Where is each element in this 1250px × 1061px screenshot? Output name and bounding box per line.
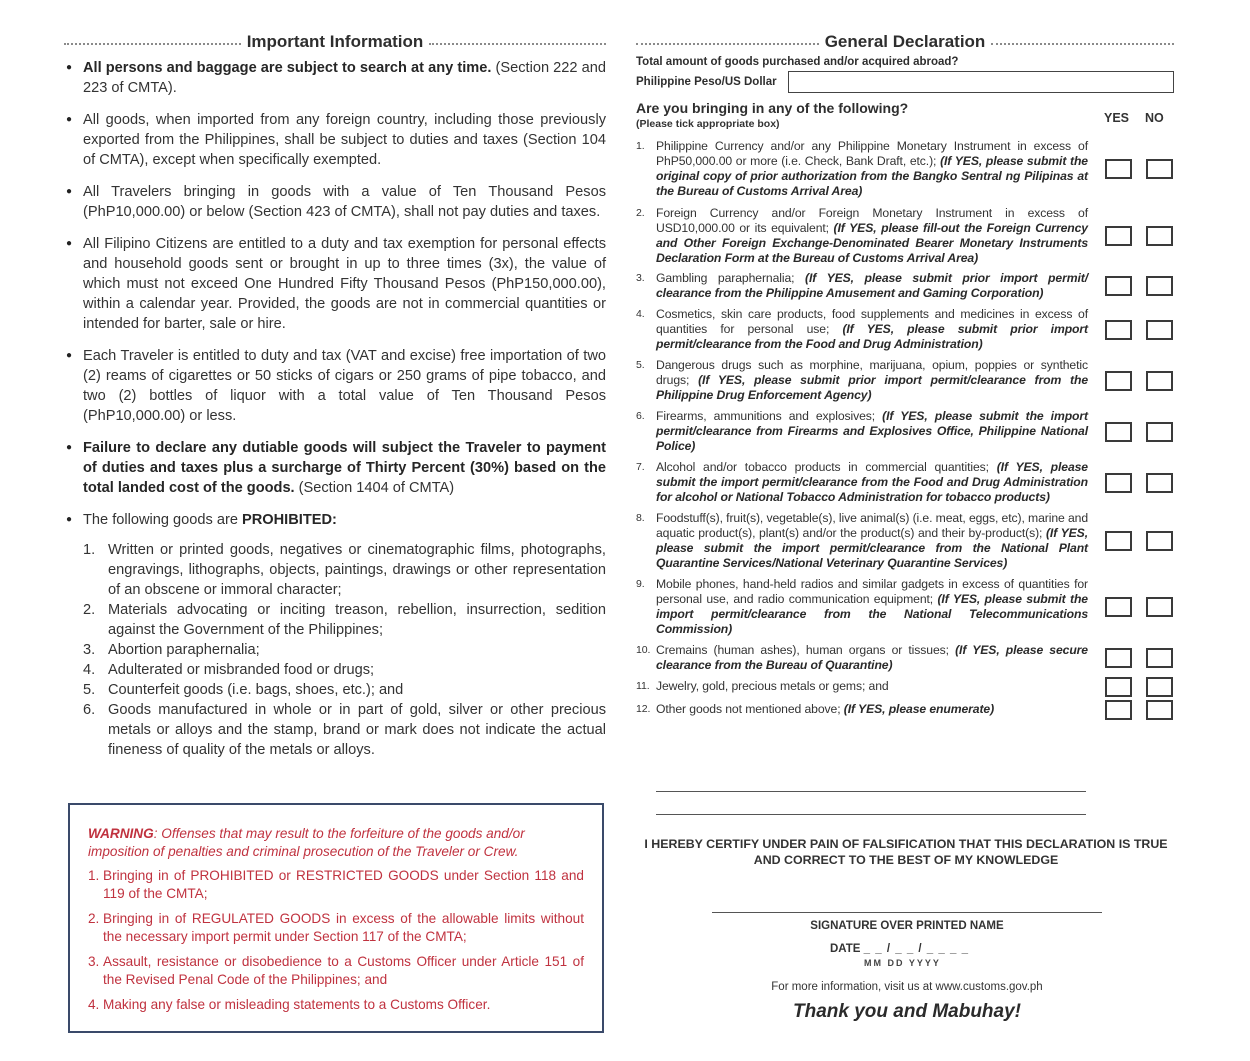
date-label: DATE — [830, 943, 861, 955]
declaration-item: 9. Mobile phones, hand-held radios and similar gadgets in excess of quantities for personal use, and radio communication equipment; (If YES, please submit the import permit/clearance from the National Telecommunications Commission) — [636, 577, 1174, 637]
declaration-item: 4. Cosmetics, skin care products, food supplements and medicines in excess of quantities for personal use; (If YES, please submit prior import permit/clearance from the Food and Drug Administration) — [636, 307, 1174, 352]
enumerate-line-1[interactable] — [656, 791, 1086, 792]
prohibited-goods-list — [64, 540, 606, 760]
prohibited-item: 1. Written or printed goods, negatives or cinematographic films, photographs, engravings, lithographs, objects, paintings, drawings or other representation of an obscene or immoral character; — [83, 542, 606, 598]
warning-item: 2. Bringing in of REGULATED GOODS in excess of the allowable limits without the necessary import permit under Section 117 of the CMTA; — [88, 911, 584, 944]
no-checkbox[interactable] — [1146, 371, 1173, 391]
signature-line[interactable] — [712, 912, 1102, 913]
signature-label: SIGNATURE OVER PRINTED NAME — [810, 920, 1004, 932]
info-bullet: ● Each Traveler is entitled to duty and tax (VAT and excise) free importation of two (2) reams of cigarettes or 50 sticks of cigars or 250 grams of pipe tobacco, and two (2) bottles of liquor with a total value of Ten Thousand Pesos (PhP10,000.00) or less. — [64, 346, 606, 426]
general-declaration-section — [636, 30, 1174, 723]
date-blank[interactable]: _ _ / _ _ / _ _ _ _ — [863, 943, 969, 955]
date-format-hint: MM DD YYYY — [864, 958, 941, 968]
prohibited-item: 6. Goods manufactured in whole or in part of gold, silver or other precious metals or alloys and the stamp, brand or mark does not indicate the actual fineness of quality of the metals or alloys. — [83, 702, 606, 758]
declaration-item: 5. Dangerous drugs such as morphine, marijuana, opium, poppies or synthetic drugs; (If YES, please submit prior import permit/clearance from the Philippine Drug Enforcement Agency) — [636, 358, 1174, 403]
declaration-item: 3. Gambling paraphernalia; (If YES, please submit prior import permit/ clearance from the Philippine Amusement and Gaming Corporation) — [636, 271, 1174, 301]
dotted-divider — [64, 43, 241, 45]
warning-item: 3. Assault, resistance or disobedience to a Customs Officer under Article 151 of the Revised Penal Code of the Philippines; and — [88, 954, 584, 987]
yes-checkbox[interactable] — [1105, 159, 1132, 179]
amount-row — [636, 70, 1174, 94]
no-checkbox[interactable] — [1146, 159, 1173, 179]
prohibited-item: 2. Materials advocating or inciting treason, rebellion, insurrection, sedition against the Government of the Philippines; — [83, 602, 606, 638]
declaration-items — [636, 139, 1174, 717]
amount-question: Total amount of goods purchased and/or acquired abroad? — [636, 56, 959, 68]
dotted-divider — [429, 43, 606, 45]
warning-item: 4. Making any false or misleading statements to a Customs Officer. — [88, 997, 491, 1012]
yes-checkbox[interactable] — [1105, 677, 1132, 697]
no-checkbox[interactable] — [1146, 226, 1173, 246]
info-bullet: ● Failure to declare any dutiable goods will subject the Traveler to payment of duties and taxes plus a surcharge of Thirty Percent (30%) based on the total landed cost of the goods. (Section 1404 of CMTA) — [64, 438, 606, 498]
info-bullet: ● All persons and baggage are subject to search at any time. (Section 222 and 223 of CMTA). — [64, 58, 606, 98]
no-checkbox[interactable] — [1146, 422, 1173, 442]
no-checkbox[interactable] — [1146, 677, 1173, 697]
prohibited-item: 5. Counterfeit goods (i.e. bags, shoes, etc.); and — [83, 682, 404, 698]
declaration-item: 11. Jewelry, gold, precious metals or gems; and — [636, 679, 1174, 694]
declaration-item: 2. Foreign Currency and/or Foreign Monetary Instrument in excess of USD10,000.00 or its equivalent; (If YES, please fill-out the Foreign Currency and Other Foreign Exchange-Denominated Bearer Monetary Instruments Declaration Form at the Bureau of Customs Arrival Area) — [636, 206, 1174, 266]
yes-checkbox[interactable] — [1105, 648, 1132, 668]
yes-checkbox[interactable] — [1105, 320, 1132, 340]
yes-checkbox[interactable] — [1105, 422, 1132, 442]
general-declaration-header — [636, 30, 1174, 54]
prohibited-intro: ● The following goods are PROHIBITED: — [64, 510, 606, 530]
no-checkbox[interactable] — [1146, 276, 1173, 296]
important-information-header — [64, 30, 606, 54]
info-bullet: ● All goods, when imported from any foreign country, including those previously exported from the Philippines, shall be subject to duties and taxes (Section 104 of CMTA), except when specifically exempted. — [64, 110, 606, 170]
amount-label: Philippine Peso/US Dollar — [636, 76, 777, 88]
bringing-question: Are you bringing in any of the following? — [636, 100, 909, 116]
enumerate-line-2[interactable] — [656, 814, 1086, 815]
yes-column-label: YES — [1104, 111, 1130, 125]
no-checkbox[interactable] — [1146, 700, 1173, 720]
bringing-instructions: (Please tick appropriate box) — [636, 118, 780, 130]
warning-offense-list — [88, 867, 584, 1014]
warning-heading: WARNING: Offenses that may result to the forfeiture of the goods and/or imposition of penalties and criminal prosecution of the Traveler or Crew. — [88, 826, 525, 859]
yes-checkbox[interactable] — [1105, 473, 1132, 493]
yes-checkbox[interactable] — [1105, 700, 1132, 720]
certification-statement: I HEREBY CERTIFY UNDER PAIN OF FALSIFICATION THAT THIS DECLARATION IS TRUE AND CORRECT TO THE BEST OF MY KNOWLEDGE — [644, 837, 1168, 867]
yes-checkbox[interactable] — [1105, 276, 1132, 296]
amount-input[interactable] — [788, 71, 1174, 93]
declaration-item: 12. Other goods not mentioned above; (If YES, please enumerate) — [636, 702, 1174, 717]
section-title: General Declaration — [824, 32, 986, 51]
yes-checkbox[interactable] — [1105, 226, 1132, 246]
no-checkbox[interactable] — [1146, 597, 1173, 617]
info-bullet: ● All Travelers bringing in goods with a value of Ten Thousand Pesos (PhP10,000.00) or below (Section 423 of CMTA), shall not pay duties and taxes. — [64, 182, 606, 222]
more-info-text: For more information, visit us at www.customs.gov.ph — [771, 981, 1043, 993]
yes-no-header — [1104, 111, 1164, 125]
prohibited-item: 4. Adulterated or misbranded food or drugs; — [83, 662, 375, 678]
declaration-item: 10. Cremains (human ashes), human organs or tissues; (If YES, please secure clearance from the Bureau of Quarantine) — [636, 643, 1174, 673]
dotted-divider — [636, 43, 819, 45]
yes-checkbox[interactable] — [1105, 531, 1132, 551]
thank-you-message: Thank you and Mabuhay! — [792, 1001, 1022, 1022]
important-information-section — [64, 30, 606, 760]
yes-checkbox[interactable] — [1105, 597, 1132, 617]
warning-box — [68, 803, 604, 1033]
dotted-divider — [991, 43, 1174, 45]
date-field[interactable] — [830, 943, 969, 955]
prohibited-item: 3. Abortion paraphernalia; — [83, 642, 260, 658]
no-checkbox[interactable] — [1146, 648, 1173, 668]
info-bullet: ● All Filipino Citizens are entitled to a duty and tax exemption for personal effects and household goods sent or brought in up to three times (3x), the value of which must not exceed One Hundred Fifty Thousand Pesos (PhP150,000.00), within a calendar year. Provided, the goods are not in commercial quantities or intended for barter, sale or hire. — [64, 234, 606, 334]
declaration-item: 7. Alcohol and/or tobacco products in commercial quantities; (If YES, please submit the import permit/clearance from the Food and Drug Administration for alcohol or National Tobacco Administration for tobacco products) — [636, 460, 1174, 505]
info-bullet-list — [64, 58, 606, 530]
yes-checkbox[interactable] — [1105, 371, 1132, 391]
warning-item: 1. Bringing in of PROHIBITED or RESTRICTED GOODS under Section 118 and 119 of the CMTA; — [88, 868, 584, 901]
no-column-label: NO — [1145, 111, 1164, 125]
declaration-item: 8. Foodstuff(s), fruit(s), vegetable(s), live animal(s) (i.e. meat, eggs, etc), marine and aquatic product(s), plant(s) and/or the product(s) and their by-product(s); (If YES, please submit the import permit/clearance from the National Plant Quarantine Services/National Veterinary Quarantine Services) — [636, 511, 1174, 571]
no-checkbox[interactable] — [1146, 473, 1173, 493]
no-checkbox[interactable] — [1146, 320, 1173, 340]
declaration-item: 1. Philippine Currency and/or any Philippine Monetary Instrument in excess of PhP50,000.00 or more (i.e. Check, Bank Draft, etc.); (If YES, please submit the original copy of prior authorization from the Bangko Sentral ng Pilipinas at the Bureau of Customs Arrival Area) — [636, 139, 1174, 199]
no-checkbox[interactable] — [1146, 531, 1173, 551]
section-title: Important Information — [246, 32, 424, 51]
declaration-item: 6. Firearms, ammunitions and explosives; (If YES, please submit the import permit/clearance from Firearms and Explosives Office, Philippine National Police) — [636, 409, 1174, 454]
